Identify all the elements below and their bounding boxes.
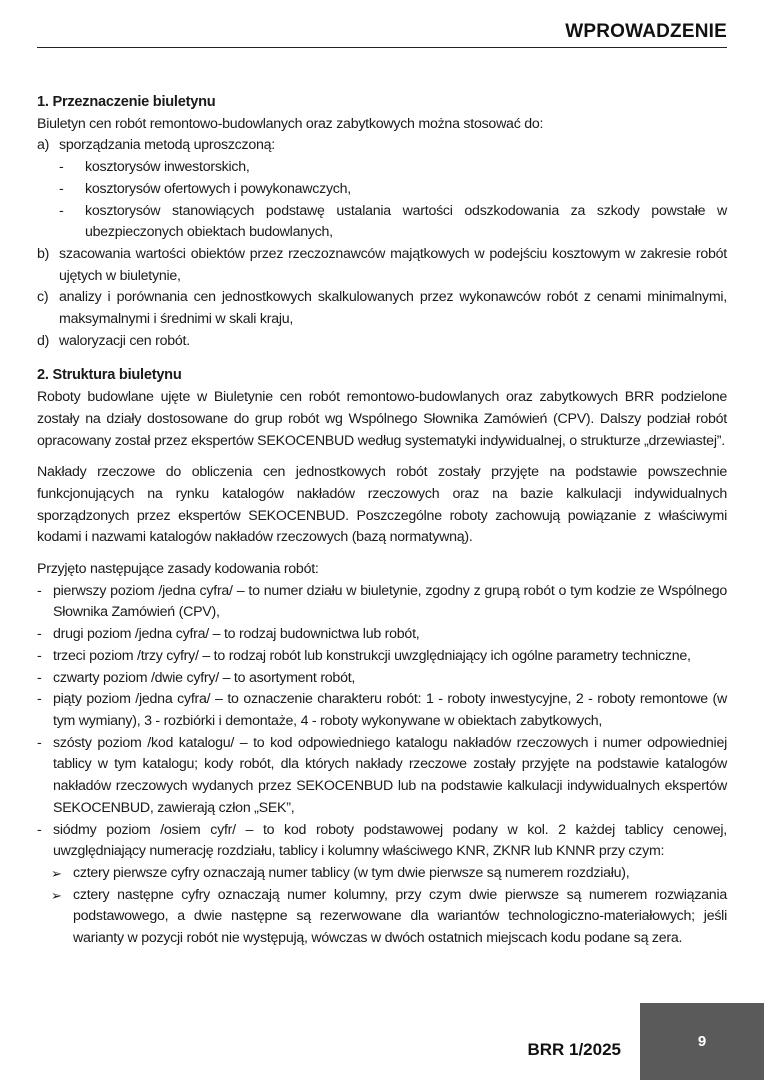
coding-level-item [37, 581, 727, 624]
section-2-heading: 2. Struktura biuletynu [37, 367, 182, 384]
arrow-bullet-icon: ➢ [51, 887, 62, 903]
list-marker: b) [37, 245, 50, 262]
coding-level-item [37, 624, 727, 646]
dash-marker: - [37, 626, 42, 643]
coding-level-text: drugi poziom /jedna cyfra/ – to rodzaj budownictwa lub robót, [53, 626, 420, 643]
arrow-item-text: cztery pierwsze cyfry oznaczają numer tablicy (w tym dwie pierwsze są numerem rozdziału), [73, 864, 630, 881]
header-divider [37, 47, 727, 48]
section-2-paragraph: Nakłady rzeczowe do obliczenia cen jednostkowych robót zostały przyjęte na podstawie powszechnie funkcjonujących na rynku katalogów nakładów rzeczowych oraz na bazie kalkulacji indywidualnych sporządzonych przez ekspertów SEKOCENBUD. Poszczególne roboty zachowują powiązanie z właściwymi kodami i nazwami katalogów nakładów rzeczowych (bazą normatywną). [37, 464, 727, 546]
dash-marker: - [37, 821, 42, 838]
coding-level-text: czwarty poziom /dwie cyfry/ – to asortyment robót, [53, 669, 356, 686]
list-marker: d) [37, 332, 50, 349]
dash-marker: - [59, 202, 64, 219]
coding-level-text: trzeci poziom /trzy cyfry/ – to rodzaj robót lub konstrukcji uwzględniający ich ogólne parametry techniczne, [53, 647, 691, 664]
dash-marker: - [37, 582, 42, 599]
list-text: analizy i porównania cen jednostkowych skalkulowanych przez wykonawców robót z cenami minimalnymi, maksymalnymi i średnimi w skali kraju, [59, 289, 727, 328]
list-item-d [37, 331, 727, 353]
coding-level-text: siódmy poziom /osiem cyfr/ – to kod roboty podstawowej podany w kol. 2 każdej tablicy cenowej, uwzględniający numerację rozdziału, tablicy i kolumny właściwego KNR, ZKNR lub KNNR przy czym: [53, 821, 727, 860]
coding-level-text: szósty poziom /kod katalogu/ – to kod odpowiedniego katalogu nakładów rzeczowych i numer odpowiedniej tablicy w tym katalogu; kody robót, dla których nakłady rzeczowe zostały przyjęte na podstawie katalogów nakładów rzeczowych wydanych przez SEKOCENBUD lub na podstawie kalkulacji indywidualnych ekspertów SEKOCENBUD, zawierają człon „SEK”, [53, 734, 727, 816]
sub-item [37, 157, 727, 179]
page-content [37, 92, 727, 950]
coding-level-item [37, 668, 727, 690]
sub-item-text: kosztorysów ofertowych i powykonawczych, [85, 180, 351, 197]
section-2-paragraph: Roboty budowlane ujęte w Biuletynie cen robót remontowo-budowlanych oraz zabytkowych BRR podzielone zostały na działy dostosowane do grup robót wg Wspólnego Słownika Zamówień (CPV). Dalszy podział robót opracowany został przez ekspertów SEKOCENBUD według systematyki indywidualnej, o strukturze „drzewiastej”. [37, 389, 727, 449]
list-item-c [37, 287, 727, 330]
coding-level-item [37, 820, 727, 863]
arrow-item [37, 885, 727, 950]
dash-marker: - [59, 159, 64, 176]
page-number: 9 [697, 1033, 707, 1050]
dash-marker: - [37, 647, 42, 664]
list-item-b [37, 244, 727, 287]
publication-code: BRR 1/2025 [527, 1040, 621, 1059]
dash-marker: - [59, 180, 64, 197]
list-text: sporządzania metodą uproszczoną: [59, 137, 275, 154]
list-marker: c) [37, 289, 49, 306]
coding-level-text: piąty poziom /jedna cyfra/ – to oznaczenie charakteru robót: 1 - roboty inwestycyjne, 2 - roboty remontowe (w tym wymiany), 3 - rozbiórki i demontaże, 4 - roboty wykonywane w obiektach zabytkowych, [53, 691, 727, 729]
list-marker: a) [37, 137, 50, 154]
sub-item [37, 179, 727, 201]
coding-level-item [37, 733, 727, 820]
sub-item-text: kosztorysów stanowiących podstawę ustalania wartości odszkodowania za szkody powstałe w ubezpieczonych obiektach budowlanych, [85, 202, 727, 241]
list-text: szacowania wartości obiektów przez rzeczoznawców majątkowych w podejściu kosztowym w zakresie robót ujętych w biuletynie, [59, 245, 727, 284]
section-2-paragraph: Przyjęto następujące zasady kodowania robót: [37, 561, 319, 578]
section-title: WPROWADZENIE [565, 21, 727, 42]
section-1-intro: Biuletyn cen robót remontowo-budowlanych oraz zabytkowych można stosować do: [37, 115, 544, 132]
page-number-box [640, 1003, 764, 1080]
coding-level-text: pierwszy poziom /jedna cyfra/ – to numer działu w biuletynie, zgodny z grupą robót o tym kodzie ze Wspólnego Słownika Zamówień (CPV), [53, 582, 727, 621]
coding-level-item [37, 689, 727, 732]
list-text: waloryzacji cen robót. [59, 332, 190, 349]
sub-item-text: kosztorysów inwestorskich, [85, 159, 250, 176]
sub-item [37, 201, 727, 244]
dash-marker: - [37, 669, 42, 686]
dash-marker: - [37, 734, 42, 751]
list-item-a [37, 135, 727, 157]
coding-level-item [37, 646, 727, 668]
section-1-heading: 1. Przeznaczenie biuletynu [37, 94, 216, 110]
dash-marker: - [37, 691, 42, 708]
arrow-item-text: cztery następne cyfry oznaczają numer kolumny, przy czym dwie pierwsze są numerem rozwiązania podstawowego, a dwie następne są rezerwowane dla wariantów technologiczno-materiałowych; jeśli warianty w pozycji robót nie występują, wówczas w dwóch ostatnich miejscach kodu podane są zera. [73, 886, 727, 947]
arrow-bullet-icon: ➢ [51, 865, 62, 881]
arrow-item [37, 863, 727, 885]
